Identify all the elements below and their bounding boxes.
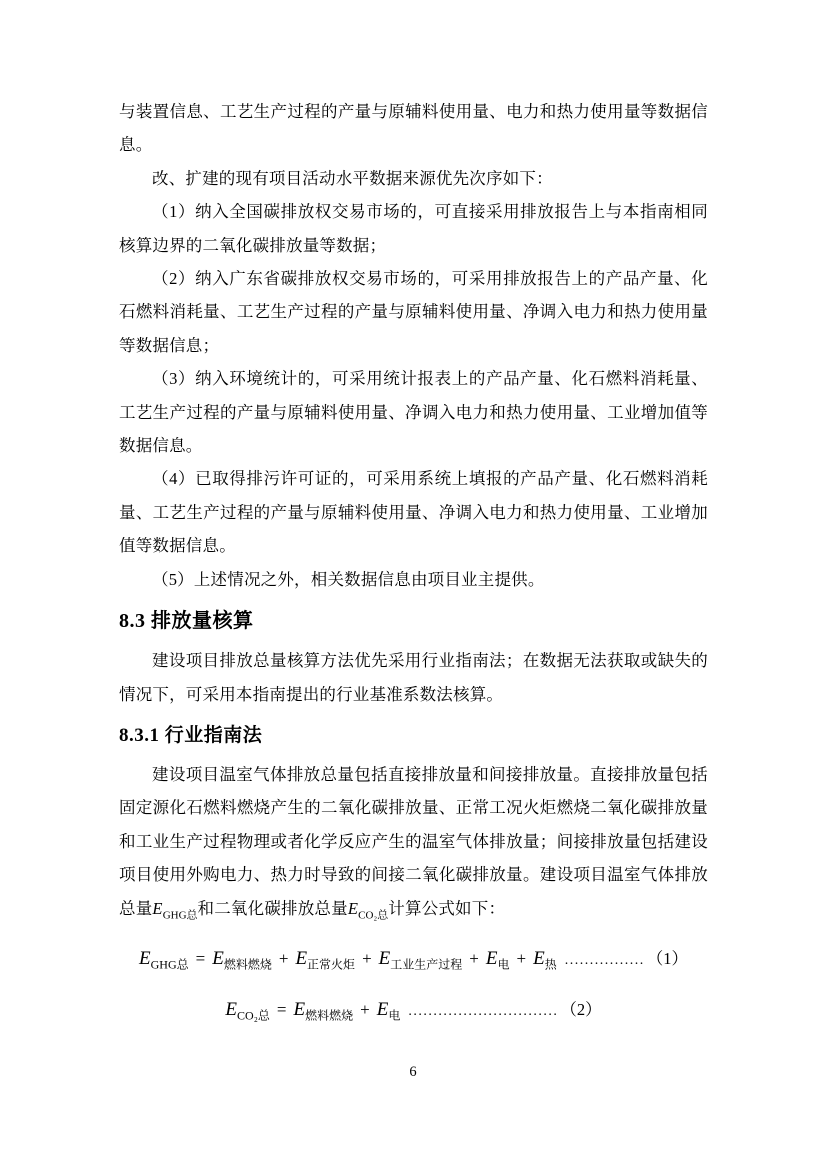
variable-e-co2-total: [347, 898, 389, 921]
variable-e-ghg-total: [152, 898, 198, 921]
variable-subscript: GHG总: [162, 908, 198, 921]
variable-base: E: [152, 898, 163, 918]
paragraph: 与装置信息、工艺生产过程的产量与原辅料使用量、电力和热力使用量等数据信息。: [119, 102, 708, 155]
paragraph: （2）纳入广东省碳排放权交易市场的，可采用排放报告上的产品产量、化石燃料消耗量、工艺生产过程的产量与原辅料使用量、净调入电力和热力使用量等数据信息；: [119, 269, 708, 355]
paragraph: （3）纳入环境统计的，可采用统计报表上的产品产量、化石燃料消耗量、工艺生产过程的产量与原辅料使用量、净调入电力和热力使用量、工业增加值等数据信息。: [119, 369, 708, 456]
section-heading-8-3: 8.3 排放量核算: [119, 610, 254, 633]
formula-term: [212, 947, 272, 972]
term-subscript: 热: [544, 957, 557, 972]
term-base: E: [295, 947, 308, 969]
paragraph: （4）已取得排污许可证的，可采用系统上填报的产品产量、化石燃料消耗量、工艺生产过程的产量与原辅料使用量、净调入电力和热力使用量、工业增加值等数据信息。: [119, 469, 708, 556]
formula-term: [139, 947, 189, 972]
equation-number: （2）: [560, 999, 602, 1019]
plus-sign: +: [469, 948, 479, 968]
paragraph-with-variables: [119, 758, 708, 925]
paragraph-text: 建设项目温室气体排放总量包括直接排放量和间接排放量。直接排放量包括固定源化石燃料燃烧产生的二氧化碳排放量、正常工况火炬燃烧二氧化碳排放量和工业生产过程物理或者化学反应产生的温室气体排放量；间接排放量包括建设项目使用外购电力、热力时导致的间接二氧化碳排放量。建设项目温室气体排放总量: [119, 764, 708, 918]
paragraph: （5）上述情况之外，相关数据信息由项目业主提供。: [152, 569, 545, 589]
page-content: [119, 95, 708, 1035]
term-base: E: [139, 947, 151, 969]
equals-sign: =: [195, 948, 206, 968]
formula-1: [119, 945, 708, 970]
paragraph: 改、扩建的现有项目活动水平数据来源优先次序如下：: [152, 168, 553, 188]
formula-term: [376, 998, 401, 1023]
plus-sign: +: [278, 948, 289, 968]
term-subscript: 正常火炬: [307, 957, 356, 972]
term-subscript: 电: [497, 957, 510, 972]
plus-sign: +: [516, 948, 527, 968]
dot-leader: ................: [564, 952, 645, 968]
plus-sign: +: [360, 999, 370, 1019]
paragraph: 建设项目排放总量核算方法优先采用行业指南法；在数据无法获取或缺失的情况下，可采用本指南提出的行业基准系数法核算。: [119, 651, 708, 704]
term-base: E: [376, 998, 389, 1020]
term-subscript: 工业生产过程: [390, 957, 463, 972]
plus-sign: +: [362, 948, 372, 968]
section-heading-8-3-1: 8.3.1 行业指南法: [119, 724, 263, 746]
term-base: E: [378, 947, 391, 969]
equation-number: （1）: [646, 948, 688, 968]
formula-term: [295, 947, 356, 972]
formula-term: [225, 998, 270, 1023]
paragraph-text: 计算公式如下：: [388, 898, 506, 918]
formula-2: [119, 996, 708, 1021]
term-subscript: CO₂总: [237, 1008, 270, 1023]
term-subscript: 燃料燃烧: [305, 1008, 354, 1023]
dot-leader: ..............................: [408, 1003, 559, 1019]
page-number: 6: [409, 1064, 417, 1080]
equals-sign: =: [276, 999, 287, 1019]
paragraph: （1）纳入全国碳排放权交易市场的，可直接采用排放报告上与本指南相同核算边界的二氧化碳排放量等数据；: [119, 202, 708, 255]
term-base: E: [485, 947, 498, 969]
paragraph-text: 和二氧化碳排放总量: [197, 898, 348, 918]
term-subscript: GHG总: [150, 957, 189, 972]
term-base: E: [533, 947, 545, 969]
term-base: E: [212, 947, 224, 969]
formula-term: [485, 947, 510, 972]
variable-subscript: CO₂总: [358, 908, 389, 921]
term-base: E: [225, 998, 238, 1020]
term-subscript: 燃料燃烧: [223, 957, 272, 972]
formula-term: [293, 998, 354, 1023]
term-base: E: [293, 998, 306, 1020]
formula-term: [378, 947, 463, 972]
term-subscript: 电: [388, 1008, 401, 1023]
variable-base: E: [347, 898, 359, 918]
formula-term: [533, 947, 557, 972]
